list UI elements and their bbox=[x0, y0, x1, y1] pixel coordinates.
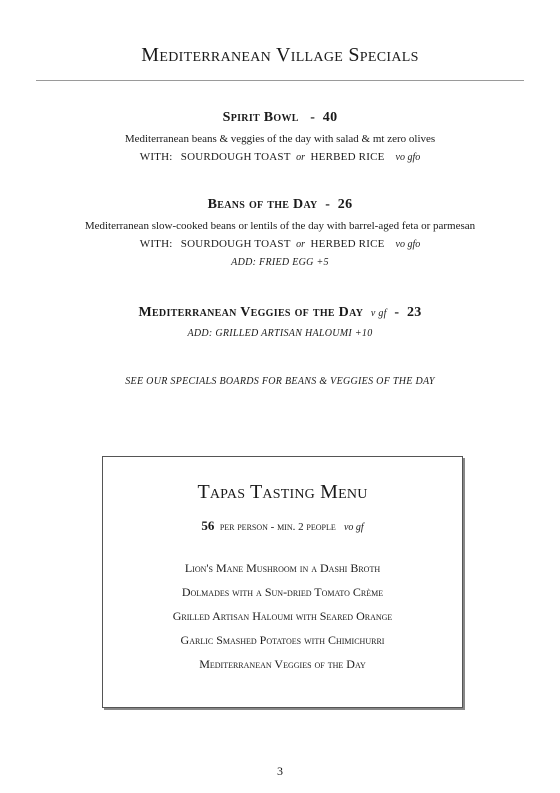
dish-spirit-bowl bbox=[0, 110, 560, 167]
list-item: Dolmades with a Sun-dried Tomato Crème bbox=[181, 585, 384, 599]
dish-price: 40 bbox=[322, 110, 338, 125]
dish-add-on: ADD: FRIED EGG +5 bbox=[231, 257, 329, 268]
dish-title bbox=[0, 305, 560, 321]
with-label: WITH: bbox=[139, 238, 173, 250]
dish-separator: - bbox=[325, 197, 331, 212]
or-word: or bbox=[296, 239, 306, 250]
diet-tag: v gf bbox=[370, 308, 387, 319]
option-sourdough-toast: SOURDOUGH TOAST bbox=[180, 238, 291, 250]
diet-tag: vo gfo bbox=[395, 239, 421, 250]
dish-name: Spirit Bowl bbox=[222, 110, 299, 125]
specials-note: SEE OUR SPECIALS BOARDS FOR BEANS & VEGGIES OF THE DAY bbox=[125, 376, 435, 387]
dish-title bbox=[0, 197, 560, 213]
list-item: Grilled Artisan Haloumi with Seared Orange bbox=[172, 609, 393, 623]
diet-tag: vo gf bbox=[343, 522, 364, 533]
dish-name: Beans of the Day bbox=[207, 197, 318, 212]
option-herbed-rice: HERBED RICE bbox=[310, 151, 385, 163]
tapas-title: Tapas Tasting Menu bbox=[197, 481, 368, 503]
dish-beans-of-the-day bbox=[0, 197, 560, 272]
list-item: Garlic Smashed Potatoes with Chimichurri bbox=[180, 633, 385, 647]
option-sourdough-toast: SOURDOUGH TOAST bbox=[180, 151, 291, 163]
title-divider bbox=[36, 80, 524, 81]
with-label: WITH: bbox=[139, 151, 173, 163]
dish-price: 23 bbox=[406, 305, 422, 320]
list-item: Mediterranean Veggies of the Day bbox=[199, 657, 366, 671]
list-item: Lion's Mane Mushroom in a Dashi Broth bbox=[184, 561, 381, 575]
dish-description: Mediterranean slow-cooked beans or lentils of the day with barrel-aged feta or parmesan bbox=[84, 220, 476, 232]
dish-title bbox=[0, 110, 560, 126]
page-title: Mediterranean Village Specials bbox=[141, 44, 419, 66]
tapas-price-line bbox=[103, 518, 462, 534]
dish-options bbox=[0, 235, 560, 254]
dish-name: Mediterranean Veggies of the Day bbox=[138, 305, 364, 320]
option-herbed-rice: HERBED RICE bbox=[310, 238, 385, 250]
tapas-item-list bbox=[103, 556, 462, 676]
dish-add-on: ADD: GRILLED ARTISAN HALOUMI +10 bbox=[187, 328, 373, 339]
dish-separator: - bbox=[394, 305, 400, 320]
diet-tag: vo gfo bbox=[395, 152, 421, 163]
dish-separator: - bbox=[310, 110, 316, 125]
dish-description: Mediterranean beans & veggies of the day with salad & mt zero olives bbox=[124, 133, 436, 145]
dish-price: 26 bbox=[337, 197, 353, 212]
page-number: 3 bbox=[277, 764, 283, 778]
tapas-price-note: per person - min. 2 people bbox=[219, 521, 336, 533]
tapas-menu-box bbox=[102, 456, 463, 708]
tapas-price: 56 bbox=[201, 518, 215, 533]
or-word: or bbox=[296, 152, 306, 163]
dish-options bbox=[0, 148, 560, 167]
dish-mediterranean-veggies bbox=[0, 305, 560, 343]
